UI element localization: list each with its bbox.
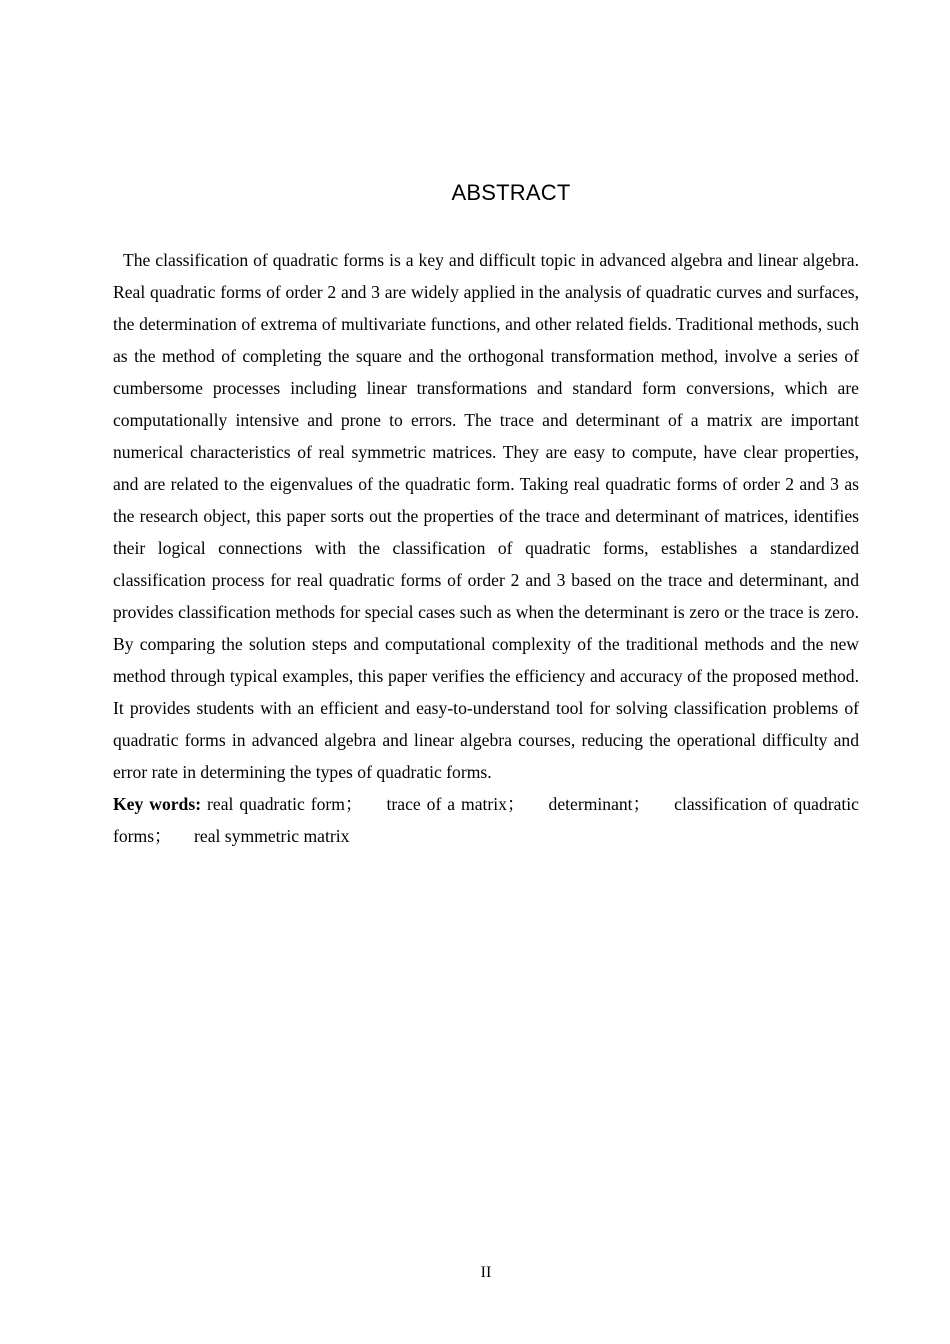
abstract-paragraph: The classification of quadratic forms is a key and difficult topic in advanced algebra and linear algebra. Real quadratic forms of order 2 and 3 are widely applied in the analysis of quadratic curves and surfaces, the determination of extrema of multivariate functions, and other related fields. Traditional methods, such as the method of completing the square and the orthogonal transformation method, involve a series of cumbersome processes including linear transformations and standard form conversions, which are computationally intensive and prone to errors. The trace and determinant of a matrix are important numerical characteristics of real symmetric matrices. They are easy to compute, have clear properties, and are related to the eigenvalues of the quadratic form. Taking real quadratic forms of order 2 and 3 as the research object, this paper sorts out the properties of the trace and determinant of matrices, identifies their logical connections with the classification of quadratic forms, establishes a standardized classification process for real quadratic forms of order 2 and 3 based on the trace and determinant, and provides classification methods for special cases such as when the determinant is zero or the trace is zero. By comparing the solution steps and computational complexity of the traditional methods and the new method through typical examples, this paper verifies the efficiency and accuracy of the proposed method. It provides students with an efficient and easy-to-understand tool for solving classification problems of quadratic forms in advanced algebra and linear algebra courses, reducing the operational difficulty and error rate in determining the types of quadratic forms. [113, 250, 859, 782]
keyword-item: real quadratic form； [207, 794, 363, 814]
page-number: II [480, 1264, 492, 1281]
keywords-label: Key words: [113, 794, 202, 814]
abstract-body [113, 244, 859, 852]
keyword-item: trace of a matrix； [386, 794, 525, 814]
abstract-title: ABSTRACT [451, 180, 571, 205]
keyword-item: determinant； [548, 794, 651, 814]
keyword-item: real symmetric matrix [194, 826, 350, 846]
keywords-line [113, 788, 859, 852]
keyword-item: classification of quadratic forms； [113, 794, 859, 846]
